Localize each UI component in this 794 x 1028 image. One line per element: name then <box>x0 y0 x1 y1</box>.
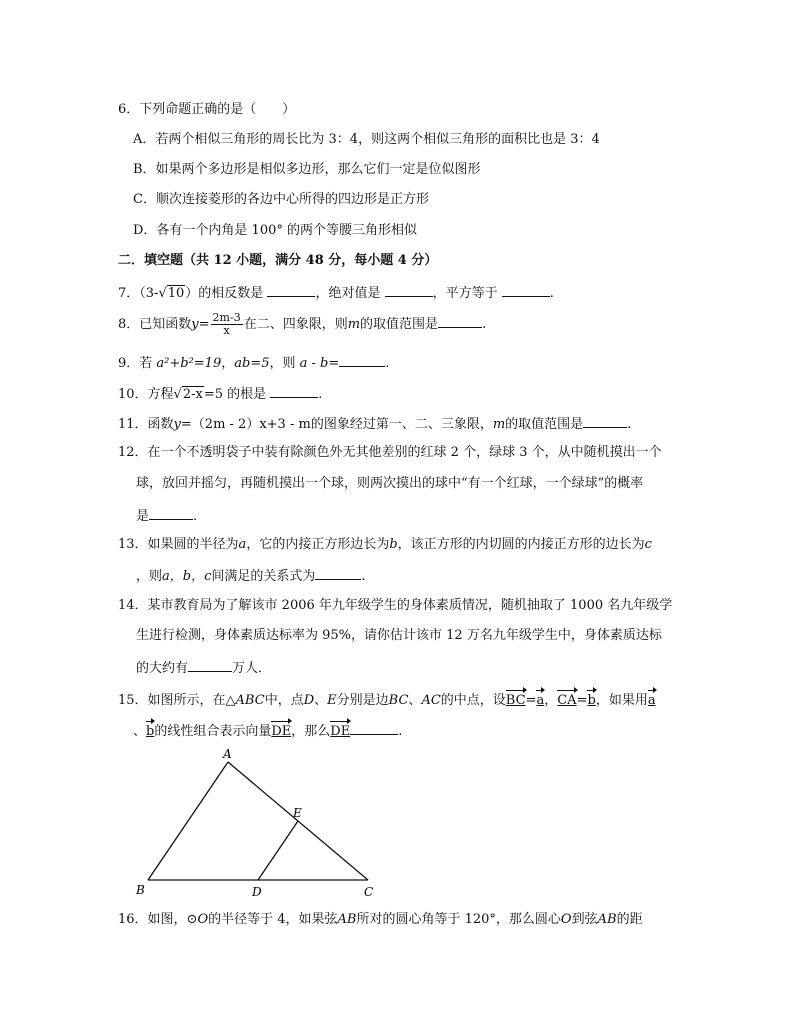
q15-line1 <box>118 688 656 710</box>
q12-line2: 球，放回并摇匀，再随机摸出一个球，则两次摸出的球中“有一个红球，一个绿球”的概率 <box>136 476 644 491</box>
q8-denominator: x <box>223 324 230 337</box>
q6-option-c: C．顺次连接菱形的各边中心所得的四边形是正方形 <box>133 192 429 207</box>
q11-post2: 的取值范围是 <box>505 417 584 432</box>
q8-pre: 8．已知函数 <box>118 317 192 332</box>
q16-o2: O <box>560 912 572 927</box>
vector-b-label: b <box>587 693 596 708</box>
q13-line2 <box>136 566 366 586</box>
q10-pre: 10．方程 <box>118 387 174 402</box>
q15-l1b: 中，点 <box>264 693 304 708</box>
q8-end: . <box>482 317 487 332</box>
q15-abc: ABC <box>235 693 265 708</box>
q7-pre: （3- <box>139 286 159 301</box>
answer-blank[interactable] <box>502 283 550 297</box>
sqrt-icon: √ <box>173 387 182 402</box>
q8 <box>118 312 486 337</box>
vector-a-label: a <box>536 693 545 708</box>
q7-radicand: 10 <box>167 286 185 301</box>
segment-ab <box>148 762 228 880</box>
answer-blank[interactable] <box>267 283 315 297</box>
label-d: D <box>252 885 262 899</box>
q9-expr3: a - b <box>299 356 329 371</box>
q15-bc: BC <box>388 693 409 708</box>
q13-line1 <box>118 536 652 554</box>
q13-l1c: ，该正方形的内切圆的内接正方形的边长为 <box>397 537 645 552</box>
q6-option-d: D．各有一个内角是 100° 的两个等腰三角形相似 <box>133 223 418 238</box>
q7 <box>118 283 554 303</box>
q15-l2b: 的线性组合表示向量 <box>154 724 272 739</box>
label-e: E <box>293 806 302 820</box>
q9-expr1: a²+b²=19 <box>156 356 222 371</box>
q15-l1c: 、 <box>314 693 328 708</box>
vector-ca <box>557 688 576 710</box>
q6-option-a: A．若两个相似三角形的周长比为 3：4，则这两个相似三角形的面积比也是 3：4 <box>133 132 600 147</box>
q16-ab: AB <box>337 912 357 927</box>
answer-blank[interactable] <box>583 414 627 428</box>
q7-end: . <box>549 286 554 301</box>
q13-end: . <box>361 569 366 584</box>
q10-end: . <box>318 387 323 402</box>
q15-l1e: 、 <box>408 693 422 708</box>
q12-end: . <box>193 509 198 524</box>
q11-y: y <box>173 417 181 432</box>
answer-blank[interactable] <box>385 283 433 297</box>
answer-blank[interactable] <box>438 314 482 328</box>
vector-de <box>271 719 291 741</box>
q7-mid1: ，绝对值是 <box>315 286 385 301</box>
q16-b: 的半径等于 4，如果弦 <box>208 912 338 927</box>
q9-expr2: ab=5 <box>234 356 270 371</box>
q9 <box>118 353 389 373</box>
q6-stem: 6．下列命题正确的是（ ） <box>118 102 296 117</box>
q16-d: 到弦 <box>571 912 598 927</box>
q11 <box>118 414 631 434</box>
vector-bc-label: BC <box>505 693 526 708</box>
answer-blank[interactable] <box>350 721 398 735</box>
q10-post: =5 的根是 <box>203 387 271 402</box>
vector-a-label: a <box>647 693 656 708</box>
q9-end: . <box>385 356 390 371</box>
q15-l1a: 15．如图所示，在△ <box>118 693 236 708</box>
q14-l3a: 的大约有 <box>136 661 189 676</box>
segment-de <box>258 821 298 880</box>
q11-end: . <box>627 417 632 432</box>
q12-line3-text: 是 <box>136 509 150 524</box>
vector-b <box>146 719 154 741</box>
q14-l3b: 万人． <box>232 661 272 676</box>
q15-sep: ， <box>544 693 558 708</box>
q12-line3 <box>136 506 197 526</box>
vector-de-label: DE <box>271 724 292 739</box>
q13-a: a <box>238 537 247 552</box>
q8-post2: 的取值范围是 <box>360 317 439 332</box>
q9-mid: ，则 <box>269 356 300 371</box>
vector-de <box>330 719 350 741</box>
q11-expr: =（2m - 2）x+3 - m <box>180 417 311 432</box>
q8-post: 在二、四象限，则 <box>243 317 348 332</box>
q16-a: 16．如图，⊙ <box>118 912 198 927</box>
q13-b: b <box>389 537 398 552</box>
vector-ca-label: CA <box>557 693 577 708</box>
q16 <box>118 911 643 929</box>
vector-a <box>536 688 544 710</box>
q15-ac: AC <box>421 693 441 708</box>
q15-e: E <box>327 693 337 708</box>
q14-line1: 14．某市教育局为了解该市 2006 年九年级学生的身体素质情况，随机抽取了 1000 名九年级学 <box>118 598 673 613</box>
label-c: C <box>364 885 374 899</box>
q11-m: m <box>492 417 506 432</box>
answer-blank[interactable] <box>270 384 318 398</box>
q16-c: 所对的圆心角等于 120°，那么圆心 <box>356 912 561 927</box>
answer-blank[interactable] <box>339 353 385 367</box>
q15-l1f: 的中点，设 <box>440 693 506 708</box>
q8-m: m <box>347 317 361 332</box>
q16-o: O <box>197 912 209 927</box>
q13-l2b: 间满足的关系式为 <box>211 569 316 584</box>
q11-post: 的图象经过第一、二、三象限， <box>310 417 493 432</box>
q7-post: ）的相反数是 <box>185 286 268 301</box>
answer-blank[interactable] <box>149 506 193 520</box>
q15-l1d: 分别是边 <box>336 693 389 708</box>
q14-line3 <box>136 658 271 678</box>
q13-l1b: ，它的内接正方形边长为 <box>246 537 390 552</box>
q12-line1: 12．在一个不透明袋子中装有除颜色外无其他差别的红球 2 个，绿球 3 个，从中随机摸出一个 <box>118 445 662 460</box>
q6-option-b: B．如果两个多边形是相似多边形，那么它们一定是位似图形 <box>133 162 481 177</box>
sqrt-icon: √ <box>158 286 167 301</box>
vector-b <box>587 688 595 710</box>
q14-line2: 生进行检测，身体素质达标率为 95%，请你估计该市 12 万名九年级学生中，身体素质达标 <box>136 628 662 643</box>
q8-fraction <box>211 312 243 337</box>
label-a: A <box>223 747 232 761</box>
section-heading: 二．填空题（共 12 小题，满分 48 分，每小题 4 分） <box>118 253 438 268</box>
vector-bc <box>506 688 526 710</box>
q7-num: 7． <box>118 286 140 301</box>
label-b: B <box>136 883 145 897</box>
q16-e: 的距 <box>616 912 643 927</box>
q13-c: c <box>644 537 652 552</box>
q15-l2c: ，那么 <box>291 724 331 739</box>
q8-eq: = <box>198 317 210 332</box>
q11-pre: 11．函数 <box>118 417 174 432</box>
q15-l2a: 、 <box>133 724 147 739</box>
q10 <box>118 384 322 404</box>
answer-blank[interactable] <box>315 566 361 580</box>
q15-l1g: ，如果用 <box>595 693 648 708</box>
q13-l1a: 13．如果圆的半径为 <box>118 537 239 552</box>
q13-l2a: ，则 <box>136 569 163 584</box>
vector-a <box>648 688 656 710</box>
q15-d: D <box>303 693 315 708</box>
q9-sep: ， <box>221 356 235 371</box>
q16-ab2: AB <box>597 912 617 927</box>
q13-abc: a，b，c <box>162 569 212 584</box>
answer-blank[interactable] <box>188 658 232 672</box>
q8-numerator: 2m-3 <box>212 311 241 324</box>
vector-b-label: b <box>146 724 155 739</box>
vector-de-label: DE <box>330 724 351 739</box>
q8-y: y <box>191 317 199 332</box>
q15-end: . <box>398 724 403 739</box>
q7-mid2: ，平方等于 <box>432 286 502 301</box>
q15-line2 <box>133 719 402 741</box>
q9-pre: 9．若 <box>118 356 157 371</box>
q10-radicand: 2-x <box>182 387 203 402</box>
q15-eq2: = <box>576 693 588 708</box>
q9-eq: = <box>328 356 340 371</box>
triangle-figure <box>130 742 390 902</box>
q15-eq1: = <box>525 693 537 708</box>
